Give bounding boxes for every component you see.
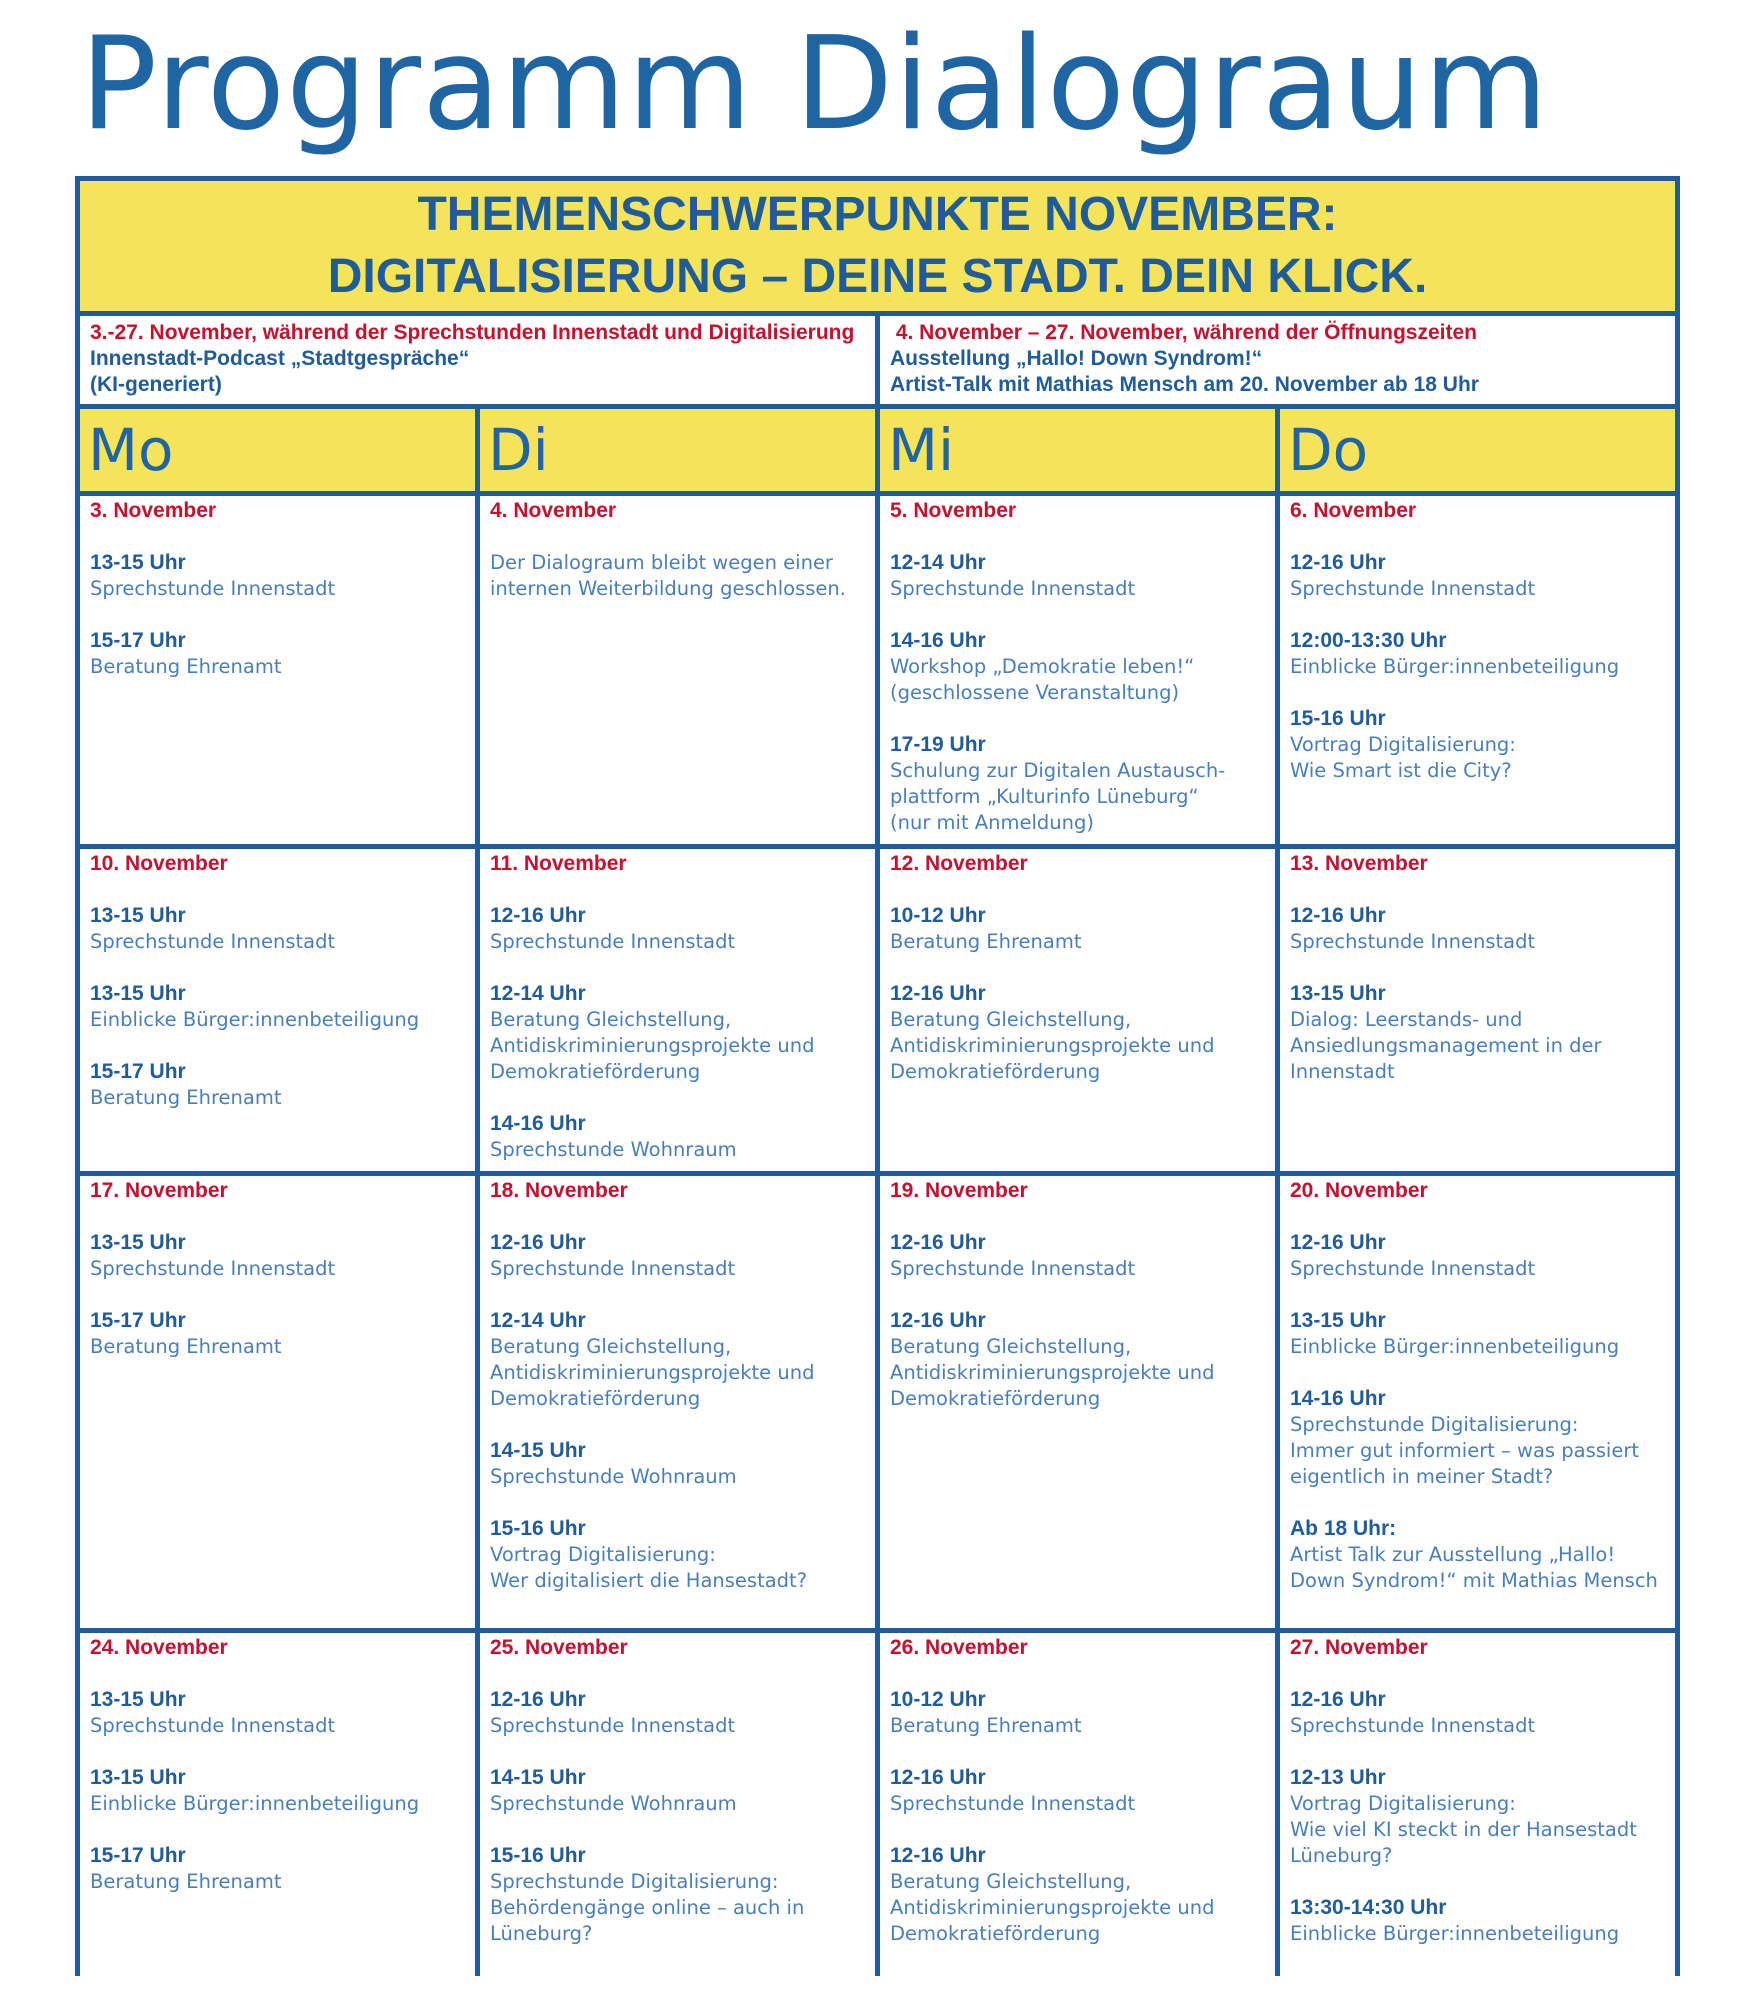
- event-entry: [90, 1308, 465, 1360]
- day-cell: [1280, 1176, 1675, 1628]
- event-description: Schulung zur Digitalen Austausch- plattform „Kulturinfo Lüneburg“ (nur mit Anmeldung): [890, 759, 1226, 834]
- event-time: 10-12 Uhr: [890, 1688, 986, 1711]
- event-description: Artist Talk zur Ausstellung „Hallo! Down Syndrom!“ mit Mathias Mensch: [1290, 1543, 1658, 1592]
- event-entry: [90, 1230, 465, 1282]
- event-time: 15-17 Uhr: [90, 1309, 186, 1332]
- event-description: Beratung Ehrenamt: [90, 655, 282, 678]
- event-description: Sprechstunde Innenstadt: [1290, 1714, 1536, 1737]
- event-entry: [890, 981, 1265, 1085]
- day-cell: [80, 1633, 475, 2009]
- event-time: 12-16 Uhr: [890, 1309, 986, 1332]
- event-entry: [490, 1438, 865, 1490]
- event-description: Einblicke Bürger:innenbeteiligung: [1290, 655, 1620, 678]
- event-description: Einblicke Bürger:innenbeteiligung: [1290, 1922, 1620, 1945]
- info-exhibition: [880, 316, 1675, 404]
- event-time: 15-16 Uhr: [1290, 707, 1386, 730]
- day-date: 26. November: [890, 1636, 1028, 1659]
- event-entry: [90, 903, 465, 955]
- day-date: 20. November: [1290, 1179, 1428, 1202]
- event-time: 12:00-13:30 Uhr: [1290, 629, 1447, 652]
- event-entry: [490, 1765, 865, 1817]
- day-header-mi: Mi: [880, 409, 1275, 491]
- event-time: 12-16 Uhr: [1290, 1688, 1386, 1711]
- event-time: 14-16 Uhr: [490, 1112, 586, 1135]
- event-time: 12-16 Uhr: [490, 904, 586, 927]
- event-time: 14-15 Uhr: [490, 1766, 586, 1789]
- program-table: [75, 176, 1680, 1976]
- event-entry: [90, 628, 465, 680]
- info-podcast: [80, 316, 875, 404]
- event-time: 17-19 Uhr: [890, 733, 986, 756]
- event-entry: [490, 1308, 865, 1412]
- event-time: 12-16 Uhr: [490, 1231, 586, 1254]
- event-entry: [1290, 706, 1665, 784]
- event-description: Einblicke Bürger:innenbeteiligung: [90, 1792, 420, 1815]
- event-entry: [490, 903, 865, 955]
- event-time: 12-16 Uhr: [1290, 1231, 1386, 1254]
- day-header-di: Di: [480, 409, 875, 491]
- event-time: 12-16 Uhr: [490, 1688, 586, 1711]
- event-time: 12-16 Uhr: [1290, 551, 1386, 574]
- event-entry: [1290, 903, 1665, 955]
- day-date: 10. November: [90, 852, 228, 875]
- event-description: Sprechstunde Innenstadt: [1290, 1257, 1536, 1280]
- day-date: 18. November: [490, 1179, 628, 1202]
- event-description: Beratung Ehrenamt: [90, 1086, 282, 1109]
- event-description: Beratung Gleichstellung, Antidiskriminierungsprojekte und Demokratieförderung: [890, 1335, 1215, 1410]
- event-description: Vortrag Digitalisierung: Wer digitalisiert die Hansestadt?: [490, 1543, 808, 1592]
- event-description: Beratung Ehrenamt: [90, 1335, 282, 1358]
- event-entry: [890, 1687, 1265, 1739]
- event-time: 15-16 Uhr: [490, 1844, 586, 1867]
- event-description: Sprechstunde Innenstadt: [90, 1714, 336, 1737]
- day-cell: [1280, 496, 1675, 844]
- info-exhibition-talk: Artist-Talk mit Mathias Mensch am 20. November ab 18 Uhr: [890, 373, 1479, 396]
- event-entry: [890, 628, 1265, 706]
- event-time: 14-16 Uhr: [890, 629, 986, 652]
- event-entry: [890, 732, 1265, 836]
- event-description: Sprechstunde Innenstadt: [890, 1792, 1136, 1815]
- event-time: 13-15 Uhr: [90, 1766, 186, 1789]
- event-description: Sprechstunde Wohnraum: [490, 1138, 737, 1161]
- event-entry: [890, 550, 1265, 602]
- event-entry: [890, 1765, 1265, 1817]
- event-time: 12-16 Uhr: [890, 1844, 986, 1867]
- day-cell: [880, 849, 1275, 1171]
- theme-banner: [80, 181, 1675, 311]
- event-entry: [1290, 1895, 1665, 1947]
- event-description: Sprechstunde Innenstadt: [1290, 930, 1536, 953]
- event-time: 13-15 Uhr: [90, 551, 186, 574]
- day-cell: [480, 849, 875, 1171]
- day-cell: [480, 1633, 875, 2009]
- event-entry: [90, 1059, 465, 1111]
- day-cell: [880, 1176, 1275, 1628]
- event-description: Sprechstunde Innenstadt: [1290, 577, 1536, 600]
- event-description: Sprechstunde Wohnraum: [490, 1792, 737, 1815]
- event-description: Der Dialograum bleibt wegen einer internen Weiterbildung geschlossen.: [490, 551, 846, 600]
- day-date: 13. November: [1290, 852, 1428, 875]
- event-entry: [1290, 1230, 1665, 1282]
- day-date: 27. November: [1290, 1636, 1428, 1659]
- day-cell: [880, 1633, 1275, 2009]
- event-entry: [1290, 1386, 1665, 1490]
- event-time: Ab 18 Uhr:: [1290, 1517, 1397, 1540]
- day-date: 3. November: [90, 499, 217, 522]
- event-entry: [490, 1230, 865, 1282]
- day-date: 6. November: [1290, 499, 1417, 522]
- event-description: Einblicke Bürger:innenbeteiligung: [1290, 1335, 1620, 1358]
- event-time: 13-15 Uhr: [90, 1688, 186, 1711]
- day-date: 12. November: [890, 852, 1028, 875]
- event-entry: [90, 1843, 465, 1895]
- banner-line-2: DIGITALISIERUNG – DEINE STADT. DEIN KLICK.: [327, 250, 1428, 303]
- event-description: Sprechstunde Wohnraum: [490, 1465, 737, 1488]
- day-date: 17. November: [90, 1179, 228, 1202]
- day-date: 24. November: [90, 1636, 228, 1659]
- day-cell: [480, 496, 875, 844]
- event-entry: [1290, 550, 1665, 602]
- event-entry: [1290, 1308, 1665, 1360]
- event-entry: [490, 1516, 865, 1594]
- event-description: Einblicke Bürger:innenbeteiligung: [90, 1008, 420, 1031]
- event-time: 15-17 Uhr: [90, 1844, 186, 1867]
- event-description: Sprechstunde Innenstadt: [90, 577, 336, 600]
- info-exhibition-dates: 4. November – 27. November, während der Öffnungszeiten: [890, 321, 1477, 344]
- event-description: Beratung Ehrenamt: [890, 930, 1082, 953]
- event-description: Beratung Ehrenamt: [90, 1870, 282, 1893]
- event-description: Sprechstunde Innenstadt: [90, 930, 336, 953]
- day-cell: [880, 496, 1275, 844]
- day-date: 19. November: [890, 1179, 1028, 1202]
- event-description: Vortrag Digitalisierung: Wie Smart ist die City?: [1290, 733, 1516, 782]
- day-cell: [80, 1176, 475, 1628]
- day-header-mo: Mo: [80, 409, 475, 491]
- day-cell: [480, 1176, 875, 1628]
- event-time: 12-14 Uhr: [490, 982, 586, 1005]
- event-description: Beratung Gleichstellung, Antidiskriminierungsprojekte und Demokratieförderung: [890, 1870, 1215, 1945]
- event-time: 12-16 Uhr: [890, 982, 986, 1005]
- day-cell: [1280, 1633, 1675, 2009]
- event-description: Vortrag Digitalisierung: Wie viel KI steckt in der Hansestadt Lüneburg?: [1290, 1792, 1637, 1867]
- event-entry: [1290, 1687, 1665, 1739]
- event-description: Beratung Gleichstellung, Antidiskriminierungsprojekte und Demokratieförderung: [890, 1008, 1215, 1083]
- day-cell: [80, 849, 475, 1171]
- event-time: 13:30-14:30 Uhr: [1290, 1896, 1447, 1919]
- banner-line-1: THEMENSCHWERPUNKTE NOVEMBER:: [417, 188, 1338, 241]
- page-title: Programm Dialograum: [80, 10, 1549, 159]
- day-date: 5. November: [890, 499, 1017, 522]
- event-entry: [890, 1230, 1265, 1282]
- event-time: 13-15 Uhr: [90, 1231, 186, 1254]
- event-description: Sprechstunde Innenstadt: [90, 1257, 336, 1280]
- info-exhibition-title: Ausstellung „Hallo! Down Syndrom!“: [890, 347, 1263, 370]
- event-description: Sprechstunde Digitalisierung: Immer gut informiert – was passiert eigentlich in meiner Stadt?: [1290, 1413, 1639, 1488]
- event-time: 15-17 Uhr: [90, 1060, 186, 1083]
- day-date: 4. November: [490, 499, 617, 522]
- event-entry: [490, 1843, 865, 1947]
- event-time: 13-15 Uhr: [1290, 982, 1386, 1005]
- event-time: 12-14 Uhr: [890, 551, 986, 574]
- event-time: 12-16 Uhr: [890, 1231, 986, 1254]
- event-entry: [490, 1687, 865, 1739]
- event-time: 13-15 Uhr: [90, 982, 186, 1005]
- event-entry: [890, 1843, 1265, 1947]
- day-header-do: Do: [1280, 409, 1675, 491]
- event-entry: [490, 981, 865, 1085]
- event-entry: [1290, 981, 1665, 1085]
- info-podcast-title: Innenstadt-Podcast „Stadtgespräche“: [90, 347, 470, 370]
- event-time: 15-17 Uhr: [90, 629, 186, 652]
- day-date: 25. November: [490, 1636, 628, 1659]
- event-time: 13-15 Uhr: [90, 904, 186, 927]
- event-entry: [90, 981, 465, 1033]
- event-entry: [1290, 628, 1665, 680]
- day-date: 11. November: [490, 852, 627, 875]
- event-entry: [90, 1687, 465, 1739]
- event-description: Workshop „Demokratie leben!“ (geschlossene Veranstaltung): [890, 655, 1195, 704]
- event-time: 12-13 Uhr: [1290, 1766, 1386, 1789]
- event-time: 14-16 Uhr: [1290, 1387, 1386, 1410]
- event-description: Sprechstunde Innenstadt: [890, 1257, 1136, 1280]
- event-entry: [90, 1765, 465, 1817]
- event-entry: [890, 1308, 1265, 1412]
- event-time: 13-15 Uhr: [1290, 1309, 1386, 1332]
- event-time: 10-12 Uhr: [890, 904, 986, 927]
- event-description: Dialog: Leerstands- und Ansiedlungsmanagement in der Innenstadt: [1290, 1008, 1602, 1083]
- event-time: 12-16 Uhr: [890, 1766, 986, 1789]
- day-cell: [1280, 849, 1675, 1171]
- event-time: 12-14 Uhr: [490, 1309, 586, 1332]
- event-description: Beratung Ehrenamt: [890, 1714, 1082, 1737]
- event-time: 14-15 Uhr: [490, 1439, 586, 1462]
- event-description: Beratung Gleichstellung, Antidiskriminierungsprojekte und Demokratieförderung: [490, 1008, 815, 1083]
- event-description: Sprechstunde Innenstadt: [490, 1714, 736, 1737]
- event-entry: [890, 903, 1265, 955]
- event-entry: [90, 550, 465, 602]
- info-podcast-note: (KI-generiert): [90, 373, 222, 396]
- event-entry: [1290, 1765, 1665, 1869]
- event-time: 15-16 Uhr: [490, 1517, 586, 1540]
- event-entry: [1290, 1516, 1665, 1594]
- event-time: 12-16 Uhr: [1290, 904, 1386, 927]
- event-entry: [490, 550, 865, 602]
- event-description: Sprechstunde Digitalisierung: Behördengänge online – auch in Lüneburg?: [490, 1870, 805, 1945]
- event-description: Sprechstunde Innenstadt: [890, 577, 1136, 600]
- day-cell: [80, 496, 475, 844]
- event-description: Sprechstunde Innenstadt: [490, 930, 736, 953]
- event-description: Sprechstunde Innenstadt: [490, 1257, 736, 1280]
- event-description: Beratung Gleichstellung, Antidiskriminierungsprojekte und Demokratieförderung: [490, 1335, 815, 1410]
- info-podcast-dates: 3.-27. November, während der Sprechstunden Innenstadt und Digitalisierung: [90, 321, 855, 344]
- event-entry: [490, 1111, 865, 1163]
